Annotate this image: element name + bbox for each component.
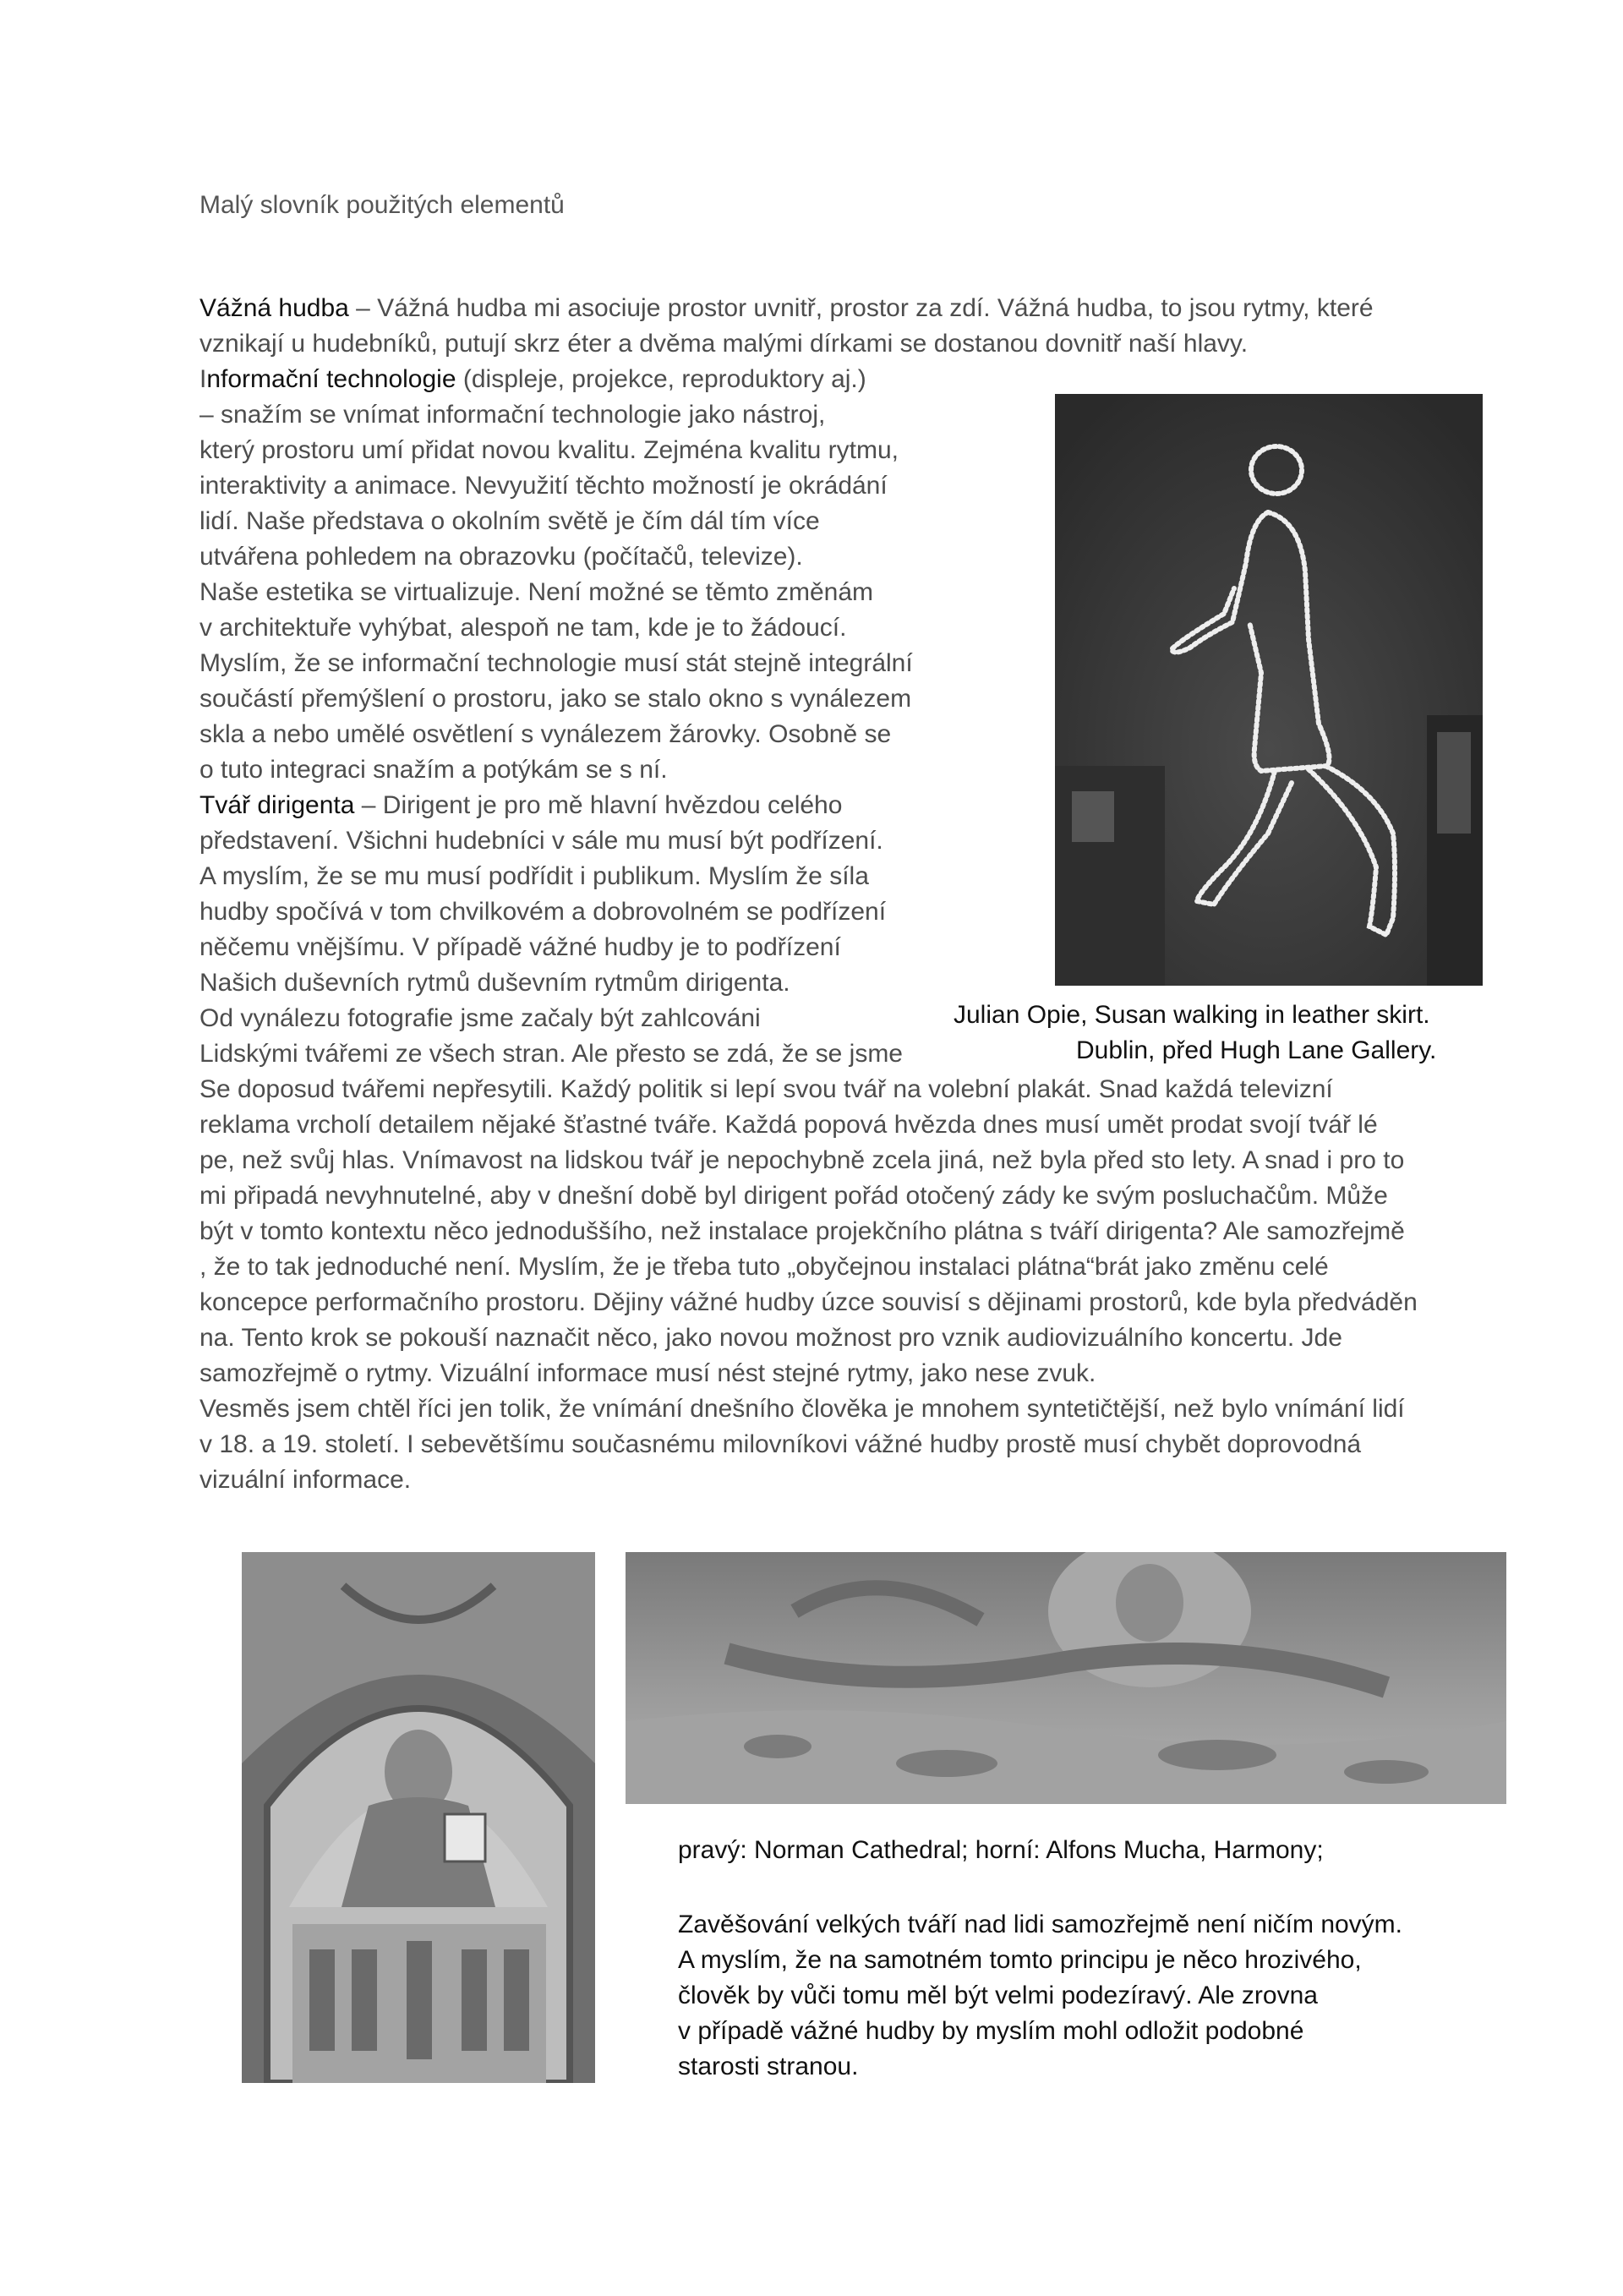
section2-line: součástí přemýšlení o prostoru, jako se stalo okno s vynálezem bbox=[199, 685, 912, 713]
closing-line: člověk by vůči tomu měl být velmi podezíravý. Ale zrovna bbox=[678, 1982, 1318, 2009]
section3-line: koncepce performačního prostoru. Dějiny vážné hudby úzce souvisí s dějinami prostorů, kde byla předváděn bbox=[199, 1288, 1418, 1316]
closing-line: v případě vážné hudby by myslím mohl odložit podobné bbox=[678, 2017, 1304, 2045]
section3-line: mi připadá nevyhnutelné, aby v dnešní době byl dirigent pořád otočený zády ke svým posluchačům. Může bbox=[199, 1182, 1388, 1210]
section3-line: A myslím, že se mu musí podřídit i publikum. Myslím že síla bbox=[199, 862, 869, 890]
section3-line: vizuální informace. bbox=[199, 1466, 412, 1494]
section2-line1 bbox=[199, 362, 866, 397]
section3-line: samozřejmě o rytmy. Vizuální informace musí nést stejné rytmy, jako nese zvuk. bbox=[199, 1359, 1096, 1387]
section2-line: interaktivity a animace. Nevyužití těchto možností je okrádání bbox=[199, 472, 888, 500]
mucha-painting-graphic bbox=[626, 1552, 1506, 1804]
section2-line: o tuto integraci snažím a potýkám se s ní. bbox=[199, 756, 668, 784]
section2-line: skla a nebo umělé osvětlení s vynálezem žárovky. Osobně se bbox=[199, 720, 892, 748]
section2-line: v architektuře vyhýbat, alespoň ne tam, kde je to žádoucí. bbox=[199, 614, 847, 642]
section2-line: Myslím, že se informační technologie musí stát stejně integrální bbox=[199, 649, 913, 677]
section3-line: , že to tak jednoduché není. Myslím, že je třeba tuto „obyčejnou instalaci plátna“brát jako změnu celé bbox=[199, 1253, 1329, 1281]
caption-images: pravý: Norman Cathedral; horní: Alfons Mucha, Harmony; bbox=[678, 1836, 1324, 1864]
section3-line: reklama vrcholí detailem nějaké šťastné tváře. Každá popová hvězda dnes musí umět prodat svojí tvář lé bbox=[199, 1111, 1378, 1139]
section3-line: být v tomto kontextu něco jednoduššího, než instalace projekčního plátna s tváří dirigenta? Ale samozřejmě bbox=[199, 1217, 1405, 1245]
section1-line2: vznikají u hudebníků, putují skrz éter a dvěma malými dírkami se dostanou dovnitř naší hlavy. bbox=[199, 330, 1249, 358]
section3-line: na. Tento krok se pokouší naznačit něco, jako novou možnost pro vznik audiovizuálního koncertu. Jde bbox=[199, 1324, 1342, 1352]
section2-text1: (displeje, projekce, reproduktory aj.) bbox=[456, 365, 866, 393]
closing-line: Zavěšování velkých tváří nad lidi samozřejmě není ničím novým. bbox=[678, 1911, 1403, 1938]
term-tvar-dirigenta: Tvář dirigenta bbox=[199, 791, 355, 819]
term-informacni-technologie: nformační technologie bbox=[206, 365, 456, 393]
norman-cathedral-image bbox=[242, 1552, 595, 2083]
section3-line: v 18. a 19. století. I sebevětšímu současnému milovníkovi vážné hudby prostě musí chybět doprovodná bbox=[199, 1430, 1362, 1458]
page-title: Malý slovník použitých elementů bbox=[199, 191, 565, 219]
section2-line: lidí. Naše představa o okolním světě je čím dál tím více bbox=[199, 507, 820, 535]
section3-line1 bbox=[199, 788, 842, 823]
term-vazna-hudba: Vážná hudba bbox=[199, 294, 349, 322]
section3-line: Lidskými tvářemi ze všech stran. Ale přesto se zdá, že se jsme bbox=[199, 1040, 903, 1068]
caption-opie-line1: Julian Opie, Susan walking in leather skirt. bbox=[954, 1001, 1430, 1029]
section3-line: Našich duševních rytmů duševním rytmům dirigenta. bbox=[199, 969, 790, 997]
caption-opie-line2: Dublin, před Hugh Lane Gallery. bbox=[1076, 1036, 1437, 1064]
section2-line: který prostoru umí přidat novou kvalitu. Zejména kvalitu rytmu, bbox=[199, 436, 899, 464]
section2-line: Naše estetika se virtualizuje. Není možné se těmto změnám bbox=[199, 578, 874, 606]
led-figure-graphic bbox=[1055, 394, 1483, 986]
section1-text1: – Vážná hudba mi asociuje prostor uvnitř, prostor za zdí. Vážná hudba, to jsou rytmy, které bbox=[348, 294, 1374, 322]
section2-line: – snažím se vnímat informační technologie jako nástroj, bbox=[199, 401, 826, 429]
section3-line: něčemu vnějšímu. V případě vážné hudby je to podřízení bbox=[199, 933, 841, 961]
section3-text1: – Dirigent je pro mě hlavní hvězdou celého bbox=[354, 791, 843, 819]
closing-line: A myslím, že na samotném tomto principu je něco hrozivého, bbox=[678, 1946, 1362, 1974]
section3-line: hudby spočívá v tom chvilkovém a dobrovolném se podřízení bbox=[199, 898, 887, 926]
section2-line: utvářena pohledem na obrazovku (počítačů, televize). bbox=[199, 543, 803, 571]
section3-line: Vesměs jsem chtěl říci jen tolik, že vnímání dnešního člověka je mnohem syntetičtější, než bylo vnímání lidí bbox=[199, 1395, 1405, 1423]
mucha-harmony-image bbox=[626, 1552, 1506, 1804]
section3-line: Od vynálezu fotografie jsme začaly být zahlcováni bbox=[199, 1004, 761, 1032]
opie-led-figure-image bbox=[1055, 394, 1483, 986]
section3-line: pe, než svůj hlas. Vnímavost na lidskou tvář je nepochybně zcela jiná, než byla před sto lety. A snad i pro to bbox=[199, 1146, 1405, 1174]
cathedral-mosaic-graphic bbox=[242, 1552, 595, 2083]
section3-line: představení. Všichni hudebníci v sále mu musí být podřízení. bbox=[199, 827, 883, 855]
term-initial: I bbox=[199, 365, 207, 393]
closing-line: starosti stranou. bbox=[678, 2053, 859, 2080]
section1-line1 bbox=[199, 291, 1374, 326]
section3-line: Se doposud tvářemi nepřesytili. Každý politik si lepí svou tvář na volební plakát. Snad každá televizní bbox=[199, 1075, 1333, 1103]
